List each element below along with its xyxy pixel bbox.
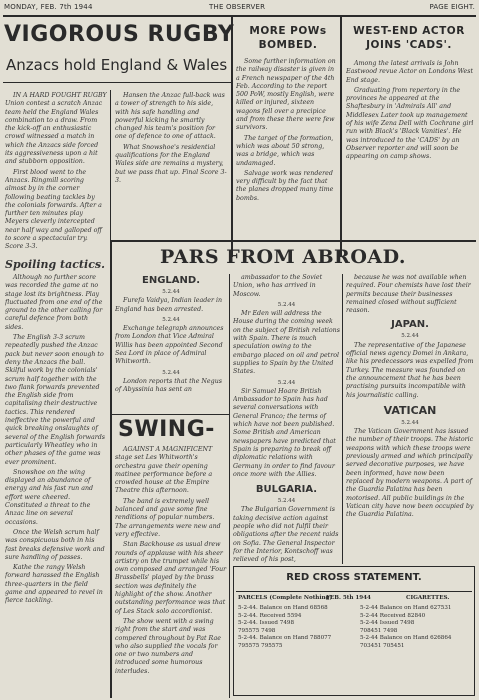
red-cross-rule [236, 591, 472, 592]
parcels-head: PARCELS (Complete Nothing) [238, 595, 333, 601]
pars-item: because he was not available when required. Four chemists have lost their permits because their businesses remained closed without sufficient reason. [346, 274, 471, 315]
divider-pars-1-2 [229, 274, 230, 698]
rugby-column-2 [115, 92, 227, 242]
swing-headline: SWING- [118, 417, 215, 442]
parcels-line: 5-2-44. Balance on Hand 788077 [238, 635, 332, 641]
item-date: 5.2.44 [162, 369, 180, 376]
spoiling-paragraph: The English 3-3 scrum repeatedly pushed the Anzac pack but never soon enough to deny the Anzacs the ball. Skilful work by the colonials' scrum half together with the two flank forwards prevented the English side from capitalising their destructive tactics. This rendered ineffective the powerful and quick breaking onslaughts of several of the English forwards particularly Wheatley who in other phases of the game was ever prominent. [5, 334, 106, 466]
parcels-line: 795575 795575 [238, 642, 283, 649]
swing-paragraph: Stan Backhouse as usual drew rounds of applause with his sheer artistry on the trumpet while his own composed and arranged 'Four Brassbells' played by the brass section was definitely the highlight of the show. Another outstanding performance was that of Les Stack solo accordionist. [115, 541, 227, 615]
rugby-paragraph: First blood went to the Anzacs. Ringmill scoring almost by in the corner following beating tackles by the colonials forwards. After a further ten minutes play Meyers cleverly intercepted near half way and galloped off to score a spectacular try. Score 3-3. [5, 168, 102, 251]
pars-item: Mr Eden will address the House during the coming week on the subject of British relations with Spain. There is much speculation owing to the embargo placed on oil and petrol supplies to Spain by the United States. [233, 310, 340, 376]
spoiling-paragraph: Kathe the rangy Welsh forward harassed the English three-quarters in the field game and appeared to revel in fierce tackling. [5, 564, 103, 605]
divider-pows-actor [340, 17, 342, 257]
spoiling-paragraph: Snowshoe on the wing displayed an abundance of energy and his fast run and effort were cheered. Constituted a threat to the Anzac line on several occasions. [5, 468, 94, 526]
pars-left-rule [110, 240, 112, 698]
pows-paragraph: Salvage work was rendered very difficult by the fact that the planes dropped many time bombs. [236, 169, 334, 202]
swing-rule [111, 414, 229, 415]
swing-paragraph: The show went with a swing right from the start and was compered throughout by Pat Rae who also supplied the vocals for one or two numbers and introduced some humorous interludes. [115, 617, 221, 675]
swing-paragraph: AGAINST A MAGNIFICENT stage set Les Whitworth's orchestra gave their opening matinee performance before a crowded house at the Empire Theatre this afternoon. [115, 446, 213, 495]
parcels-line: 795575 7498 [238, 627, 276, 634]
red-cross-title: RED CROSS STATEMENT. [286, 572, 422, 583]
parcels-list [238, 605, 331, 650]
divider-rugby-pows [231, 17, 233, 257]
item-date: 5.2.44 [162, 316, 180, 323]
item-date: 5.2.44 [401, 333, 419, 340]
pars-column-3 [346, 274, 474, 564]
rugby-paragraph: What Snowshoe's residential qualifications for the England Wales side are remains a mystery, but we pass that up. Final Score 3-3. [115, 143, 227, 184]
cigarettes-line: 5-2-44 Balance on Hand 626864 [360, 635, 452, 641]
item-date: 5.2.44 [162, 289, 180, 295]
swing-paragraph: The band is extremely well balanced and gave some fine renditions of popular numbers. The arrangements were new and very effective. [115, 497, 221, 538]
rugby-paragraph: IN A HARD FOUGHT RUGBY Union contest a scratch Anzac team held the England Wales combination to a draw. From the kick-off an enthusiastic crowd witnessed a match in which the Anzacs side forced its aggressiveness upon a hit and stubborn opposition. [5, 92, 107, 166]
header-rule [3, 15, 476, 17]
divider-pars-2-3 [342, 274, 343, 564]
actor-paragraph: Among the latest arrivals is John Eastwood revue Actor on Londons West End stage. [346, 60, 474, 84]
actor-article [346, 60, 474, 256]
red-cross-box [233, 566, 475, 696]
pows-article [236, 58, 337, 254]
pars-item: ambassador to the Soviet Union, who has arrived in Moscow. [233, 274, 323, 298]
cigarettes-list [360, 605, 451, 650]
japan-item: The representative of the Japanese official news agency Domei in Ankara, like his predecessors was expelled from Turkey. The measure was founded on the announcement that he has been practising pursuits incompatible with his journalistic calling. [346, 341, 474, 399]
bulgaria-item: The Bulgarian Government is taking decisive action against people who did not fulfil their obligations after the recent raids on Sofia. The General Inspector for the Interior, Kontschoff was relieved of his post, [233, 506, 339, 564]
rugby-headline: VIGOROUS RUGBY [4, 22, 235, 47]
cigarettes-head: CIGARETTES. [406, 595, 450, 601]
statement-date: FEB. 5th 1944 [326, 595, 371, 601]
divider-rugby-cols [110, 90, 111, 240]
item-date: 5.2.44 [277, 498, 296, 505]
pows-headline: MORE POWs BOMBED. [249, 25, 327, 51]
cigarettes-line: 5-2-44 Issued 7498 [360, 620, 415, 626]
bulgaria-title: BULGARIA. [255, 484, 318, 496]
page-header [4, 3, 475, 15]
header-date: MONDAY, FEB. 7th 1944 [4, 3, 93, 11]
pars-item: Sir Samuel Hoare British Ambassador to Spain has had several conversations with General Franco; the terms of which have not been published. Some British and American newspapers have predicted that Spain is preparing to break off diplomatic relations with Germany in order to find favour once more with the Allies. [233, 387, 336, 478]
vatican-title: VATICAN [383, 403, 437, 417]
rugby-head-rule [3, 82, 231, 83]
actor-paragraph: Graduating from repertory in the provinces he appeared at the Shaftesbury in 'Admirals All' and Middlesex Later took up management of his wife Zena Dell with Cochrane girl run with Black's 'Black Vanities'. He was introduced to the 'CADS' by an Observer reporter and will soon be appearing on camp shows. [346, 86, 474, 161]
pows-paragraph: The target of the formation, which was about 50 strong, was a bridge, which was undamaged. [236, 134, 334, 167]
spoiling-subhead: Spoiling tactics. [5, 258, 105, 271]
rugby-paragraph: Hansen the Anzac full-back was a tower of strength to his side, with his safe handling and powerful kicking he smartly changed his team's position for one of defence to one of attack. [115, 92, 225, 141]
pars-england-column [115, 274, 227, 414]
cigarettes-line: 708451 7498 [360, 627, 398, 634]
item-date: 5.2.44 [401, 419, 419, 426]
item-date: 5.2.44 [277, 379, 296, 386]
cigarettes-line: 5-2-44 Balance on Hand 627531 [360, 605, 452, 611]
spoiling-paragraph: Once the Welsh scrum half was conspicuous both in his fast breaks defensive work and sure handling of passes. [5, 528, 105, 561]
parcels-line: 5-2-44. Received 5594 [238, 612, 302, 619]
spoiling-column [5, 256, 107, 696]
pars-headline: PARS FROM ABROAD. [160, 246, 407, 268]
rugby-column-1 [5, 92, 107, 252]
vatican-item: The Vatican Government has issued the number of their troops. The historic weapons with which these troops were previously armed and which principally served decorative purposes, we have been informed, have now been replaced by modern weapons. A part of the Guardia Palatina has been motorised. All public buildings in the Vatican city have now been occupied by the Guardia Palatina. [346, 428, 474, 519]
pars-top-rule [110, 240, 476, 242]
spoiling-paragraph: Although no further score was recorded the game at no stage lost its brightness. Play fluctuated from one end of the ground to the other calling for careful defence from both sides. [5, 274, 103, 331]
pows-paragraph: Some further information on the railway disaster is given in a French newspaper of the 4th Feb. According to the report 500 PoW, mostly English, were killed or injured, sixteen wagons fell over a precipice and from these there were few survivors. [236, 58, 336, 132]
header-page-number: PAGE EIGHT. [429, 3, 475, 11]
actor-headline: WEST-END ACTOR JOINS 'CADS'. [353, 25, 465, 51]
parcels-line: 5-2-44. Issued 7498 [238, 620, 295, 626]
item-date: 5.2.44 [277, 301, 296, 308]
japan-title: JAPAN. [391, 319, 429, 331]
england-title: ENGLAND. [142, 275, 200, 286]
cigarettes-line: 703451 705451 [360, 642, 405, 649]
swing-article [115, 446, 227, 696]
rugby-subheadline: Anzacs hold England & Wales [6, 56, 228, 74]
england-item: Furefa Vaidya, Indian leader in England has been arrested. [115, 297, 223, 313]
england-item: Exchange telegraph announces from London that Vice Admiral Willis has been appointed Second Sea Lord in place of Admiral Whitworth. [115, 325, 224, 366]
pars-column-2 [233, 274, 340, 564]
england-item: London reports that the Negus of Abyssinia has sent an [115, 377, 222, 394]
cigarettes-line: 5-2-44 Received 82840 [360, 612, 426, 619]
parcels-line: 5-2-44. Balance on Hand 68568 [238, 605, 328, 611]
header-paper-name: THE OBSERVER [209, 3, 266, 11]
